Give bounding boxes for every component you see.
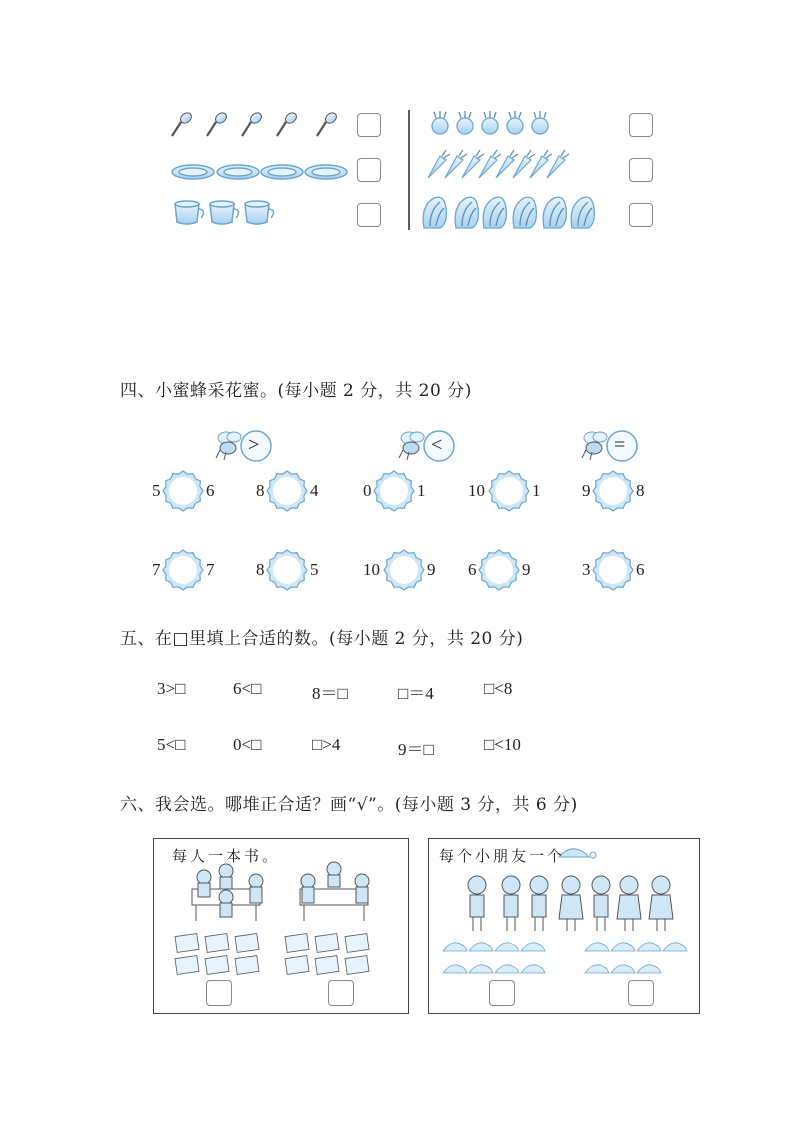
bee-icon — [395, 428, 463, 464]
compare-answer-flower[interactable] — [162, 470, 202, 510]
flower-icon — [373, 470, 415, 512]
compare-right-number: 1 — [417, 481, 426, 500]
cabbage-icons — [423, 197, 594, 228]
fill-in-expression[interactable]: 0<□ — [233, 735, 262, 754]
compare-right-number: 6 — [636, 560, 645, 579]
spoon-icons — [172, 111, 338, 136]
compare-left-number: 8 — [256, 560, 265, 579]
answer-box-books-left[interactable] — [206, 980, 232, 1006]
compare-answer-flower[interactable] — [592, 549, 632, 589]
answer-box-spoons[interactable] — [357, 113, 381, 137]
answer-box-plates[interactable] — [357, 158, 381, 182]
bee-symbol-text: = — [614, 434, 626, 456]
compare-left-number: 5 — [152, 481, 161, 500]
carrot-icons — [428, 150, 569, 178]
panel-title-hats: 每个小朋友一个 — [439, 847, 566, 865]
compare-right-number: 7 — [206, 560, 215, 579]
fill-in-expression[interactable]: □＝4 — [398, 684, 434, 703]
compare-left-number: 8 — [256, 481, 265, 500]
answer-box-books-right[interactable] — [328, 980, 354, 1006]
compare-answer-flower[interactable] — [162, 549, 202, 589]
answer-box-cups[interactable] — [357, 203, 381, 227]
cup-icons — [175, 201, 274, 224]
bee-icon — [578, 428, 646, 464]
compare-right-number: 8 — [636, 481, 645, 500]
compare-left-number: 6 — [468, 560, 477, 579]
flower-icon — [266, 470, 308, 512]
compare-left-number: 10 — [468, 481, 485, 500]
bee-symbol-less — [395, 428, 463, 464]
compare-answer-flower[interactable] — [266, 549, 306, 589]
bee-icon — [212, 428, 280, 464]
panel-title-books: 每人一本书。 — [172, 847, 281, 865]
flower-icon — [162, 470, 204, 512]
answer-box-carrots[interactable] — [629, 158, 653, 182]
fill-in-expression[interactable]: 9＝□ — [398, 740, 434, 759]
flower-icon — [592, 549, 634, 591]
bee-symbol-equal — [578, 428, 646, 464]
compare-left-number: 0 — [363, 481, 372, 500]
flower-icon — [488, 470, 530, 512]
bee-symbol-text: < — [431, 434, 443, 456]
answer-box-cabbages[interactable] — [629, 203, 653, 227]
radish-icons — [432, 111, 548, 134]
flower-icon — [478, 549, 520, 591]
fill-in-expression[interactable]: 3>□ — [157, 679, 186, 698]
compare-left-number: 3 — [582, 560, 591, 579]
compare-right-number: 9 — [522, 560, 531, 579]
compare-answer-flower[interactable] — [266, 470, 306, 510]
fill-in-expression[interactable]: □<10 — [484, 735, 521, 754]
compare-left-number: 10 — [363, 560, 380, 579]
bee-symbol-greater — [212, 428, 280, 464]
fill-in-expression[interactable]: □<8 — [484, 679, 513, 698]
compare-right-number: 6 — [206, 481, 215, 500]
compare-right-number: 1 — [532, 481, 541, 500]
counting-illustrations — [140, 100, 670, 240]
compare-right-number: 4 — [310, 481, 319, 500]
fill-in-expression[interactable]: 8＝□ — [312, 684, 348, 703]
counting-section — [140, 100, 670, 240]
compare-right-number: 5 — [310, 560, 319, 579]
compare-right-number: 9 — [427, 560, 436, 579]
compare-answer-flower[interactable] — [592, 470, 632, 510]
section6-title: 六、我会选。哪堆正合适？画“√”。(每小题 3 分，共 6 分) — [120, 795, 578, 815]
section4-title: 四、小蜜蜂采花蜜。(每小题 2 分，共 20 分) — [120, 381, 472, 401]
compare-answer-flower[interactable] — [383, 549, 423, 589]
answer-box-hats-right[interactable] — [628, 980, 654, 1006]
fill-in-expression[interactable]: □>4 — [312, 735, 341, 754]
fill-in-expression[interactable]: 6<□ — [233, 679, 262, 698]
plate-icons — [172, 165, 347, 179]
choice-panel-books — [153, 838, 409, 1014]
choice-panel-hats — [428, 838, 700, 1014]
compare-left-number: 9 — [582, 481, 591, 500]
fill-in-expression[interactable]: 5<□ — [157, 735, 186, 754]
flower-icon — [266, 549, 308, 591]
compare-answer-flower[interactable] — [373, 470, 413, 510]
answer-box-hats-left[interactable] — [489, 980, 515, 1006]
bee-symbol-text: > — [248, 434, 260, 456]
flower-icon — [162, 549, 204, 591]
answer-box-radishes[interactable] — [629, 113, 653, 137]
compare-left-number: 7 — [152, 560, 161, 579]
flower-icon — [383, 549, 425, 591]
compare-answer-flower[interactable] — [478, 549, 518, 589]
compare-answer-flower[interactable] — [488, 470, 528, 510]
section5-title: 五、在□里填上合适的数。(每小题 2 分，共 20 分) — [120, 629, 524, 649]
flower-icon — [592, 470, 634, 512]
